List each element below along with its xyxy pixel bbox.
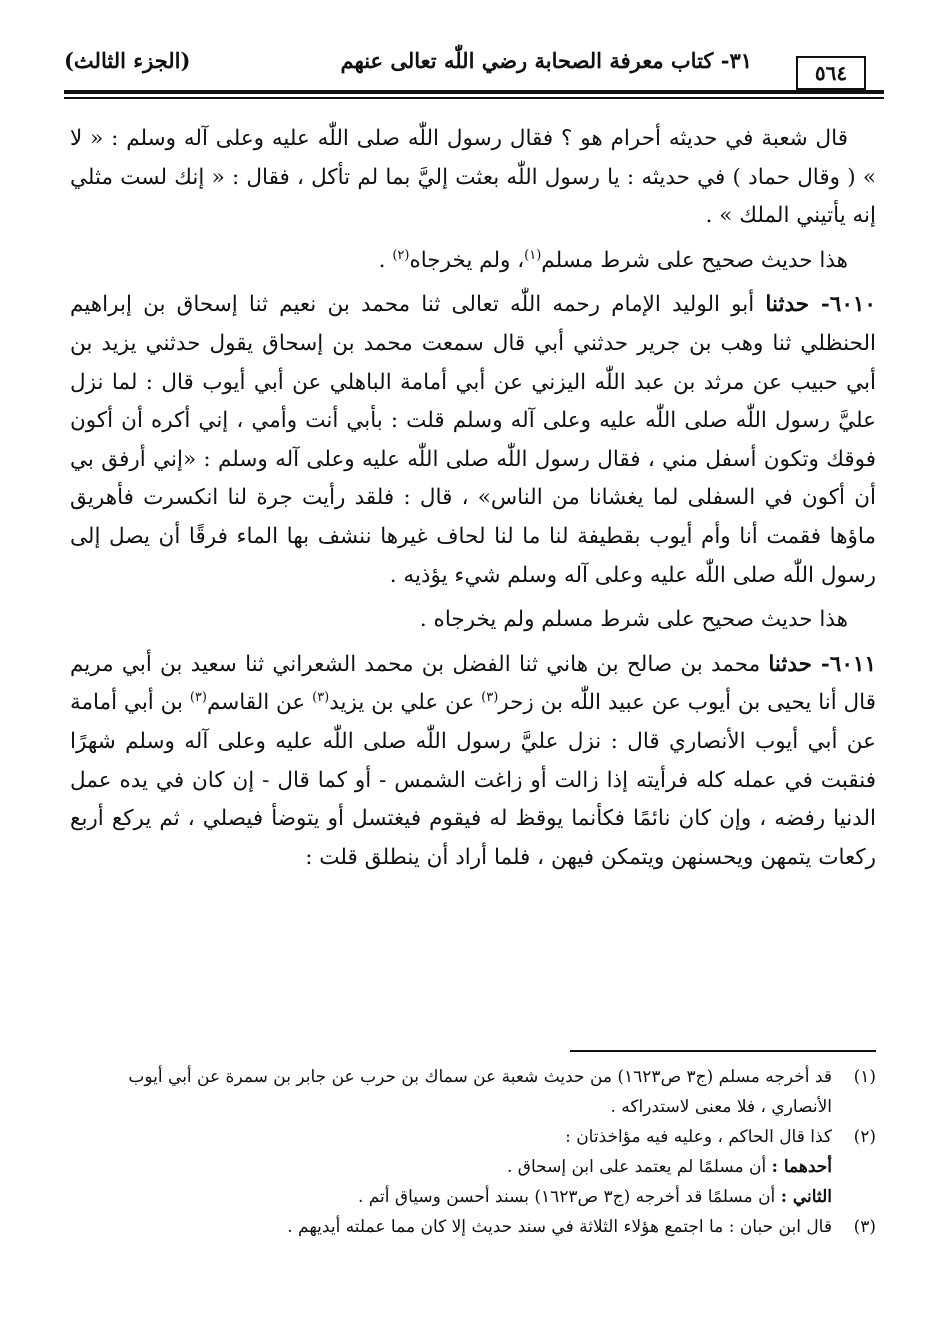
- hadith-text-6011-d: بن أبي أمامة عن أبي أيوب الأنصاري قال : نزل عليَّ رسول اللّٰه صلى اللّٰه عليه وعلى آله وسلم شهرًا فنقبت في عمله كله فرأيته إذا زالت أو زاغت الشمس - أو كما قال - إن كان في يده عمل الدنيا رفضه ، وإن كان نائمًا فكأنما يوقظ له فيقوم فيغتسل أو يتوضأ فيصلي ، ثم يركع أربع ركعات يتمهن ويحسنهن ويتمكن فيهن ، فلما أراد أن ينطلق قلت :: [69, 690, 876, 870]
- hadith-text-6011-c: عن القاسم: [206, 690, 306, 716]
- hadith-number-6010: ٦٠١٠- حدثنا: [765, 292, 876, 318]
- page-number: ٥٦٤: [796, 56, 866, 90]
- footnote-1-mark: (١): [853, 1067, 876, 1087]
- footnote-ref-1: (١): [524, 247, 542, 263]
- grading-text-end: .: [378, 247, 386, 273]
- grading-paragraph-2: هذا حديث صحيح على شرط مسلم ولم يخرجاه .: [419, 607, 848, 633]
- footnote-2-text: كذا قال الحاكم ، وعليه فيه مؤاخذتان :: [565, 1127, 832, 1147]
- footnote-2-second-label: الثاني :: [780, 1187, 832, 1207]
- footnote-2: [70, 1122, 876, 1152]
- volume-label: (الجزء الثالث): [64, 48, 191, 73]
- footnote-separator: [570, 1050, 876, 1052]
- running-title: ٣١- كتاب معرفة الصحابة رضي اللّٰه تعالى عنهم: [340, 48, 752, 73]
- grading-text-mid: ، ولم يخرجاه: [409, 247, 525, 273]
- footnote-3: [70, 1212, 876, 1242]
- footnote-ref-3a: (٣): [481, 690, 499, 706]
- main-text: [70, 120, 876, 883]
- hadith-text-6011-a: محمد بن صالح بن هاني ثنا الفضل بن محمد الشعراني ثنا سعيد بن أبي مريم قال أنا يحيى بن أيوب عن عبيد اللّٰه بن زحر: [70, 651, 876, 716]
- footnote-2-mark: (٢): [853, 1127, 876, 1147]
- footnote-2-first-label: أحدهما :: [771, 1157, 832, 1177]
- footnote-2-first: [70, 1152, 876, 1182]
- footnotes: [70, 1062, 876, 1242]
- page-header: [64, 40, 884, 104]
- footnote-ref-3b: (٣): [312, 690, 330, 706]
- hadith-6010: [70, 286, 876, 595]
- hadith-text-6010: أبو الوليد الإمام رحمه اللّٰه تعالى ثنا محمد بن نعيم ثنا إسحاق بن إبراهيم الحنظلي ثنا وهب بن جرير حدثني أبي قال سمعت محمد بن إسحاق يقول حدثني يزيد بن أبي حبيب عن مرثد بن عبد اللّٰه اليزني عن أبي أمامة الباهلي عن أبي أيوب قال : لما نزل عليَّ رسول اللّٰه صلى اللّٰه عليه وعلى آله وسلم قلت : بأبي أنت وأمي ، إني أكره أن أكون فوقك وتكون أسفل مني ، فقال رسول اللّٰه صلى اللّٰه عليه وعلى آله وسلم : «إني أرفق بي أن أكون في السفلى لما يغشانا من الناس» ، قال : فلقد رأيت جرة لنا انكسرت فأهريق ماؤها فقمت أنا وأم أيوب بقطيفة لنا ما لنا لحاف غيرها ننشف بها الماء فرقًا أن يصل إلى رسول اللّٰه صلى اللّٰه عليه وعلى آله وسلم شيء يؤذيه .: [70, 292, 876, 588]
- footnote-ref-3c: (٣): [189, 690, 207, 706]
- hadith-number-6011: ٦٠١١- حدثنا: [768, 651, 876, 677]
- paragraph-1: قال شعبة في حديثه أحرام هو ؟ فقال رسول اللّٰه صلى اللّٰه عليه وعلى آله وسلم : « لا » ( وقال حماد ) في حديثه : يا رسول اللّٰه بعثت إليَّ بما لم تأكل ، فقال : « إنك لست مثلي إنه يأتيني الملك » .: [70, 126, 876, 229]
- grading-paragraph-1: [70, 242, 876, 281]
- header-rule-thick: [64, 90, 884, 94]
- footnote-2-second-text: أن مسلمًا قد أخرجه (ج٣ ص١٦٢٣) بسند أحسن وسياق أتم .: [357, 1187, 776, 1207]
- grading-text: هذا حديث صحيح على شرط مسلم: [541, 247, 848, 273]
- header-rule-thin: [64, 97, 884, 99]
- footnote-3-mark: (٣): [853, 1217, 876, 1237]
- footnote-1: [70, 1062, 876, 1122]
- footnote-1-text: قد أخرجه مسلم (ج٣ ص١٦٢٣) من حديث شعبة عن سماك بن حرب عن جابر بن سمرة عن أبي أيوب الأنصاري ، فلا معنى لاستدراكه .: [128, 1067, 832, 1117]
- footnote-ref-2: (٢): [392, 247, 410, 263]
- footnote-3-text: قال ابن حبان : ما اجتمع هؤلاء الثلاثة في سند حديث إلا كان مما عملته أيديهم .: [287, 1217, 832, 1237]
- hadith-6011: [70, 646, 876, 878]
- footnote-2-first-text: أن مسلمًا لم يعتمد على ابن إسحاق .: [506, 1157, 767, 1177]
- footnote-2-second: [70, 1182, 876, 1212]
- hadith-text-6011-b: عن علي بن يزيد: [329, 690, 475, 716]
